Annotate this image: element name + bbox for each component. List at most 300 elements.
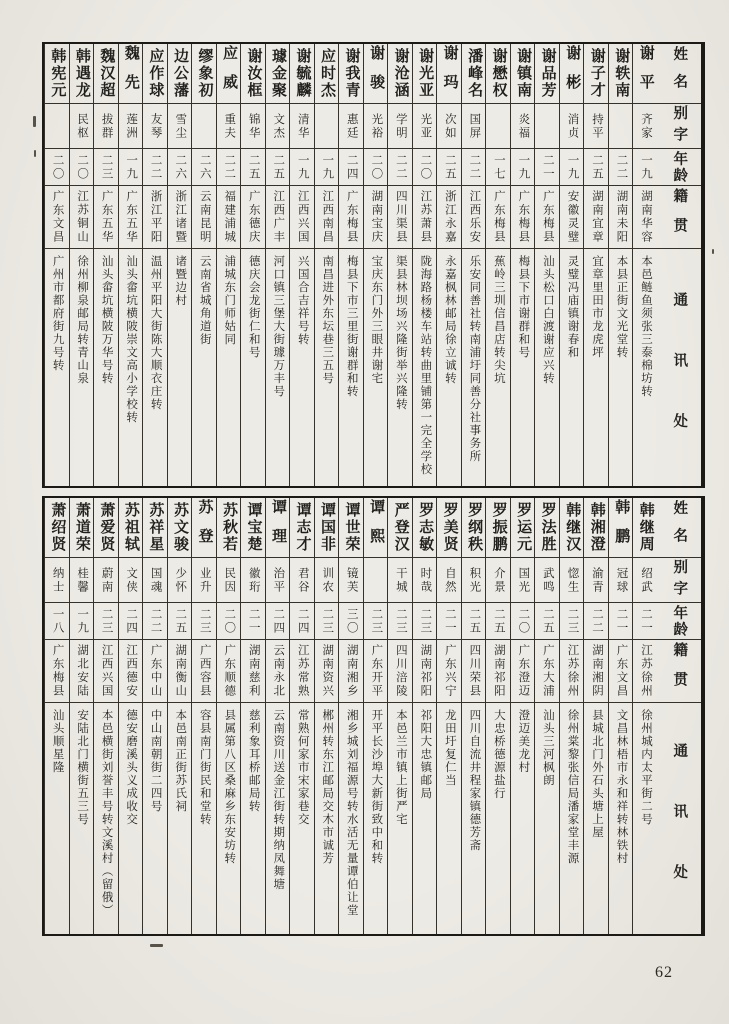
person-address: 开平长沙埠大新街致中和转 xyxy=(370,709,383,865)
header-age: 年龄 xyxy=(657,603,701,640)
person-name: 萧绍贤 xyxy=(45,498,69,558)
person-column xyxy=(583,44,608,486)
person-address: 县城北门外石头塘上屋 xyxy=(590,709,603,839)
person-column xyxy=(191,498,216,934)
person-column xyxy=(632,498,657,934)
person-name: 萧爱贤 xyxy=(94,498,118,558)
person-age: 二一 xyxy=(535,149,559,186)
person-column xyxy=(93,498,118,934)
person-column xyxy=(608,498,633,934)
person-address: 本邑南正街苏氏祠 xyxy=(174,709,187,813)
person-column xyxy=(559,498,584,934)
person-column xyxy=(485,498,510,934)
person-alias: 桂馨 xyxy=(70,558,94,603)
person-age: 二〇 xyxy=(413,149,437,186)
person-origin: 广东文昌 xyxy=(45,186,69,249)
person-alias xyxy=(315,104,339,149)
person-alias: 民因 xyxy=(217,558,241,603)
person-column xyxy=(363,498,388,934)
person-origin: 四川荣县 xyxy=(462,640,486,703)
person-address: 德庆会龙街仁和号 xyxy=(247,255,260,359)
person-origin: 湖南宜章 xyxy=(584,186,608,249)
person-age: 二三 xyxy=(192,603,216,640)
person-name: 谭志才 xyxy=(290,498,314,558)
person-alias: 时哉 xyxy=(413,558,437,603)
person-address: 云南省城角道街 xyxy=(198,255,211,346)
bottom-directory-table xyxy=(42,496,705,936)
header-name: 姓名 xyxy=(657,498,701,558)
person-address: 广州市都府街九号转 xyxy=(51,255,64,372)
person-column xyxy=(338,498,363,934)
person-origin: 湖南宝庆 xyxy=(364,186,388,249)
scan-artifact xyxy=(712,249,714,254)
person-alias: 光裕 xyxy=(364,104,388,149)
person-alias xyxy=(486,104,510,149)
person-origin: 广东五华 xyxy=(94,186,118,249)
person-column xyxy=(240,498,265,934)
person-alias: 惠廷 xyxy=(339,104,363,149)
person-age: 二一 xyxy=(609,603,633,640)
person-column xyxy=(461,498,486,934)
person-column xyxy=(510,44,535,486)
person-age: 一九 xyxy=(290,149,314,186)
header-origin: 籍贯 xyxy=(657,186,701,249)
person-address: 梅县下市三里街谢群和转 xyxy=(345,255,358,398)
person-alias: 炎福 xyxy=(511,104,535,149)
person-column xyxy=(485,44,510,486)
person-alias: 雪尘 xyxy=(168,104,192,149)
person-origin: 湖南衡山 xyxy=(168,640,192,703)
person-column xyxy=(412,44,437,486)
person-age: 二一 xyxy=(633,603,657,640)
person-alias xyxy=(535,104,559,149)
person-name: 谭理 xyxy=(266,498,290,558)
person-alias: 锦华 xyxy=(241,104,265,149)
person-alias xyxy=(364,558,388,603)
person-age: 二五 xyxy=(462,603,486,640)
person-origin: 广东梅县 xyxy=(45,640,69,703)
person-alias: 武鸣 xyxy=(535,558,559,603)
person-name: 谢我青 xyxy=(339,44,363,104)
person-origin: 江西德安 xyxy=(119,640,143,703)
person-column xyxy=(289,498,314,934)
person-age: 二二 xyxy=(609,149,633,186)
person-name: 罗振鹏 xyxy=(486,498,510,558)
person-alias: 少怀 xyxy=(168,558,192,603)
person-age: 二五 xyxy=(241,149,265,186)
person-age: 二六 xyxy=(192,149,216,186)
person-age: 一九 xyxy=(315,149,339,186)
person-origin: 江西乐安 xyxy=(462,186,486,249)
person-column xyxy=(387,44,412,486)
person-address: 德安磨溪头义成收交 xyxy=(125,709,138,826)
person-address: 中山南朝街二四号 xyxy=(149,709,162,813)
person-column xyxy=(69,498,94,934)
header-name: 姓名 xyxy=(657,44,701,104)
person-age: 二〇 xyxy=(217,603,241,640)
person-address: 徐州棠黎张信局潘家堂丰源 xyxy=(566,709,579,865)
person-alias: 君谷 xyxy=(290,558,314,603)
person-name: 谢骏 xyxy=(364,44,388,104)
person-column xyxy=(191,44,216,486)
person-alias: 治平 xyxy=(266,558,290,603)
person-address: 祁阳大忠镇邮局 xyxy=(419,709,432,800)
person-column xyxy=(510,498,535,934)
scan-artifact xyxy=(33,116,36,127)
person-age: 一七 xyxy=(486,149,510,186)
person-name: 谭宝楚 xyxy=(241,498,265,558)
person-age: 二〇 xyxy=(45,149,69,186)
person-name: 严登汉 xyxy=(388,498,412,558)
person-name: 谢彬 xyxy=(560,44,584,104)
person-alias: 惚生 xyxy=(560,558,584,603)
person-address: 南昌进外东坛巷三五号 xyxy=(321,255,334,385)
header-alias: 别字 xyxy=(657,558,701,603)
person-alias: 清华 xyxy=(290,104,314,149)
person-origin: 广东顺德 xyxy=(217,640,241,703)
person-origin: 广东德庆 xyxy=(241,186,265,249)
person-age: 二二 xyxy=(143,603,167,640)
person-address: 宜章里田市龙虎坪 xyxy=(590,255,603,359)
person-name: 潘峰名 xyxy=(462,44,486,104)
person-address: 大忠桥德源盐行 xyxy=(492,709,505,800)
person-address: 河口镇三堡大街璩万丰号 xyxy=(272,255,285,398)
person-name: 谢玛 xyxy=(437,44,461,104)
person-column xyxy=(167,498,192,934)
person-column xyxy=(216,498,241,934)
person-address: 陇海路杨楼车站转曲里铺第一完全学校 xyxy=(419,255,432,476)
person-age: 二三 xyxy=(94,149,118,186)
person-alias: 纳士 xyxy=(45,558,69,603)
person-alias: 友琴 xyxy=(143,104,167,149)
person-address: 龙田圩复仁当 xyxy=(443,709,456,787)
person-address: 常熟何家市宋家巷交 xyxy=(296,709,309,826)
person-origin: 广东梅县 xyxy=(339,186,363,249)
header-origin: 籍贯 xyxy=(657,640,701,703)
person-name: 谢沧涵 xyxy=(388,44,412,104)
person-alias: 冠球 xyxy=(609,558,633,603)
person-alias: 次如 xyxy=(437,104,461,149)
person-column xyxy=(314,498,339,934)
person-address: 汕头顺星隆 xyxy=(51,709,64,774)
person-name: 罗法胜 xyxy=(535,498,559,558)
person-origin: 广东兴宁 xyxy=(437,640,461,703)
person-origin: 湖南湘乡 xyxy=(339,640,363,703)
person-name: 罗志敏 xyxy=(413,498,437,558)
page-number: 62 xyxy=(655,964,673,981)
person-address: 蕉岭三圳信昌店转尖坑 xyxy=(492,255,505,385)
person-origin: 广东梅县 xyxy=(486,186,510,249)
person-alias: 渝青 xyxy=(584,558,608,603)
person-origin: 江西兴国 xyxy=(290,186,314,249)
person-column xyxy=(44,44,69,486)
person-name: 应时杰 xyxy=(315,44,339,104)
person-column xyxy=(142,44,167,486)
person-alias: 拔群 xyxy=(94,104,118,149)
person-origin: 江苏常熟 xyxy=(290,640,314,703)
person-name: 谭世荣 xyxy=(339,498,363,558)
person-column xyxy=(314,44,339,486)
person-name: 韩鹏 xyxy=(609,498,633,558)
person-origin: 广东澄迈 xyxy=(511,640,535,703)
person-age: 二二 xyxy=(217,149,241,186)
person-column xyxy=(167,44,192,486)
person-alias: 干城 xyxy=(388,558,412,603)
person-age: 一九 xyxy=(70,603,94,640)
person-origin: 江西兴国 xyxy=(94,640,118,703)
scan-artifact xyxy=(34,150,36,157)
person-column xyxy=(412,498,437,934)
person-age: 二六 xyxy=(168,149,192,186)
person-origin: 江苏萧县 xyxy=(413,186,437,249)
person-name: 谭国非 xyxy=(315,498,339,558)
person-name: 罗运元 xyxy=(511,498,535,558)
person-origin: 浙江诸暨 xyxy=(168,186,192,249)
person-origin: 广东五华 xyxy=(119,186,143,249)
person-alias: 齐家 xyxy=(633,104,657,149)
person-alias: 绍武 xyxy=(633,558,657,603)
person-address: 安陆北门横街五三号 xyxy=(76,709,89,826)
person-age: 二五 xyxy=(437,149,461,186)
person-origin: 广东文昌 xyxy=(609,640,633,703)
person-address: 本县正街文光堂转 xyxy=(615,255,628,359)
person-alias: 国魂 xyxy=(143,558,167,603)
person-name: 谢懋权 xyxy=(486,44,510,104)
person-column xyxy=(240,44,265,486)
header-address: 通讯处 xyxy=(671,291,688,474)
person-address: 徐州城内太平街二号 xyxy=(639,709,652,826)
person-age: 二四 xyxy=(266,603,290,640)
person-alias: 积光 xyxy=(462,558,486,603)
person-column xyxy=(289,44,314,486)
person-name: 苏登 xyxy=(192,498,216,558)
person-origin: 安徽灵璧 xyxy=(560,186,584,249)
person-address: 本邑鲢鱼须张三泰棉坊转 xyxy=(639,255,652,398)
person-address: 文昌林梧市永和祥转林铁村 xyxy=(615,709,628,865)
person-name: 魏先 xyxy=(119,44,143,104)
person-alias: 文侠 xyxy=(119,558,143,603)
person-age: 二三 xyxy=(315,603,339,640)
person-alias xyxy=(192,104,216,149)
person-address: 汕头畲坑横陂崇文高小学校转 xyxy=(125,255,138,424)
person-alias: 徽珩 xyxy=(241,558,265,603)
person-alias: 光亚 xyxy=(413,104,437,149)
person-alias: 介景 xyxy=(486,558,510,603)
person-alias: 持平 xyxy=(584,104,608,149)
person-alias: 学明 xyxy=(388,104,412,149)
person-address: 兴国合吉祥号转 xyxy=(296,255,309,346)
person-address: 郴州转东江邮局交木市诚芳 xyxy=(321,709,334,865)
person-name: 罗纲秩 xyxy=(462,498,486,558)
person-name: 谭熙 xyxy=(364,498,388,558)
person-origin: 广西容县 xyxy=(192,640,216,703)
person-address: 湘乡城刘福源号转水活无量谭伯让堂 xyxy=(345,709,358,917)
person-column xyxy=(559,44,584,486)
header-column-top xyxy=(657,44,703,486)
person-age: 一九 xyxy=(633,149,657,186)
person-age: 二五 xyxy=(486,603,510,640)
person-name: 韩继周 xyxy=(633,498,657,558)
person-column xyxy=(216,44,241,486)
person-address: 汕头松口白渡谢应兴转 xyxy=(541,255,554,385)
person-name: 魏汉超 xyxy=(94,44,118,104)
person-alias: 消贞 xyxy=(560,104,584,149)
person-age: 二〇 xyxy=(364,149,388,186)
person-address: 梅县下市谢群和号 xyxy=(517,255,530,359)
person-origin: 湖南祁阳 xyxy=(413,640,437,703)
person-column xyxy=(69,44,94,486)
person-alias: 自然 xyxy=(437,558,461,603)
person-name: 谢光亚 xyxy=(413,44,437,104)
person-address: 浦城东门师姑同 xyxy=(223,255,236,346)
person-column xyxy=(265,498,290,934)
person-origin: 湖南华容 xyxy=(633,186,657,249)
person-column xyxy=(534,498,559,934)
person-age: 一八 xyxy=(45,603,69,640)
person-origin: 江苏铜山 xyxy=(70,186,94,249)
person-name: 谢轶南 xyxy=(609,44,633,104)
person-origin: 云南昆明 xyxy=(192,186,216,249)
person-column xyxy=(338,44,363,486)
person-origin: 广东梅县 xyxy=(511,186,535,249)
person-name: 罗美贤 xyxy=(437,498,461,558)
person-alias: 国屏 xyxy=(462,104,486,149)
person-alias: 镜芙 xyxy=(339,558,363,603)
person-origin: 江苏徐州 xyxy=(560,640,584,703)
person-name: 谢汝框 xyxy=(241,44,265,104)
person-address: 乐安同善社转南浦圩同善分社事务所 xyxy=(468,255,481,463)
person-column xyxy=(118,44,143,486)
person-column xyxy=(436,44,461,486)
person-column xyxy=(461,44,486,486)
person-column xyxy=(632,44,657,486)
person-name: 苏文骏 xyxy=(168,498,192,558)
person-age: 二四 xyxy=(119,603,143,640)
person-origin: 江西广丰 xyxy=(266,186,290,249)
person-origin: 湖南资兴 xyxy=(315,640,339,703)
person-age: 二二 xyxy=(462,149,486,186)
person-address: 本邑兰市镇上街严宅 xyxy=(394,709,407,826)
person-origin: 四川渠县 xyxy=(388,186,412,249)
person-age: 二五 xyxy=(535,603,559,640)
person-origin: 云南永北 xyxy=(266,640,290,703)
person-age: 二二 xyxy=(584,603,608,640)
person-age: 二三 xyxy=(94,603,118,640)
person-age: 一九 xyxy=(119,149,143,186)
person-age: 二三 xyxy=(560,603,584,640)
person-name: 韩继汉 xyxy=(560,498,584,558)
person-origin: 浙江平阳 xyxy=(143,186,167,249)
person-address: 渠县林坝场兴隆街举兴隆转 xyxy=(394,255,407,411)
person-address: 宝庆东门外三眼井谢宅 xyxy=(370,255,383,385)
person-age: 二〇 xyxy=(70,149,94,186)
person-column xyxy=(265,44,290,486)
person-name: 萧道荣 xyxy=(70,498,94,558)
person-column xyxy=(387,498,412,934)
person-address: 灵璧冯庙镇谢春和 xyxy=(566,255,579,359)
person-origin: 广东中山 xyxy=(143,640,167,703)
person-origin: 浙江永嘉 xyxy=(437,186,461,249)
person-column xyxy=(534,44,559,486)
person-address: 汕头三河枫朗 xyxy=(541,709,554,787)
person-age: 二二 xyxy=(388,149,412,186)
header-address: 通讯处 xyxy=(671,742,688,925)
person-age: 二三 xyxy=(413,603,437,640)
person-column xyxy=(608,44,633,486)
person-origin: 江苏徐州 xyxy=(633,640,657,703)
person-address: 温州平阳大街陈大顺衣庄转 xyxy=(149,255,162,411)
person-origin: 广东开平 xyxy=(364,640,388,703)
person-column xyxy=(142,498,167,934)
person-name: 苏祥星 xyxy=(143,498,167,558)
person-address: 四川自流井程家镇德芳斋 xyxy=(468,709,481,852)
person-origin: 福建浦城 xyxy=(217,186,241,249)
person-origin: 湖南湘阴 xyxy=(584,640,608,703)
person-age: 二三 xyxy=(388,603,412,640)
person-age: 一九 xyxy=(511,149,535,186)
person-alias: 莲洲 xyxy=(119,104,143,149)
scan-artifact xyxy=(150,944,163,947)
person-name: 谢平 xyxy=(633,44,657,104)
person-origin: 广东大浦 xyxy=(535,640,559,703)
person-origin: 湖北安陆 xyxy=(70,640,94,703)
person-name: 璩金聚 xyxy=(266,44,290,104)
person-age: 二四 xyxy=(339,149,363,186)
person-age: 一九 xyxy=(560,149,584,186)
person-address: 慈利象耳桥邮局转 xyxy=(247,709,260,813)
person-name: 韩遇龙 xyxy=(70,44,94,104)
person-address: 汕头畲坑横陂万华号转 xyxy=(100,255,113,385)
person-address: 容县南门街民和堂转 xyxy=(198,709,211,826)
person-age: 二一 xyxy=(437,603,461,640)
person-age: 三〇 xyxy=(339,603,363,640)
person-name: 韩湘澄 xyxy=(584,498,608,558)
person-name: 韩宪元 xyxy=(45,44,69,104)
person-address: 永嘉枫林邮局徐立诚转 xyxy=(443,255,456,385)
person-age: 二〇 xyxy=(511,603,535,640)
person-address: 本邑横街刘誉丰号转文溪村（留俄） xyxy=(100,709,113,917)
person-address: 云南资川送金江街转期纳凤舞塘 xyxy=(272,709,285,891)
person-origin: 湖南祁阳 xyxy=(486,640,510,703)
person-name: 谢毓麟 xyxy=(290,44,314,104)
person-column xyxy=(44,498,69,934)
person-address: 澄迈美龙村 xyxy=(517,709,530,774)
person-alias: 业升 xyxy=(192,558,216,603)
person-age: 二四 xyxy=(290,603,314,640)
person-origin: 广东梅县 xyxy=(535,186,559,249)
person-name: 应威 xyxy=(217,44,241,104)
person-column xyxy=(436,498,461,934)
person-origin: 湖南慈利 xyxy=(241,640,265,703)
person-name: 谢子才 xyxy=(584,44,608,104)
person-alias: 重夫 xyxy=(217,104,241,149)
person-age: 二二 xyxy=(143,149,167,186)
person-origin: 四川涪陵 xyxy=(388,640,412,703)
person-origin: 湖南未阳 xyxy=(609,186,633,249)
person-column xyxy=(583,498,608,934)
header-age: 年龄 xyxy=(657,149,701,186)
top-directory-table xyxy=(42,42,705,488)
person-address: 县属第八区桑麻乡东安坊转 xyxy=(223,709,236,865)
person-alias: 训农 xyxy=(315,558,339,603)
person-age: 二五 xyxy=(584,149,608,186)
person-alias: 国光 xyxy=(511,558,535,603)
person-name: 谢镇南 xyxy=(511,44,535,104)
header-column-bottom xyxy=(657,498,703,934)
person-alias: 民枢 xyxy=(70,104,94,149)
person-age: 二一 xyxy=(241,603,265,640)
header-alias: 别字 xyxy=(657,104,701,149)
